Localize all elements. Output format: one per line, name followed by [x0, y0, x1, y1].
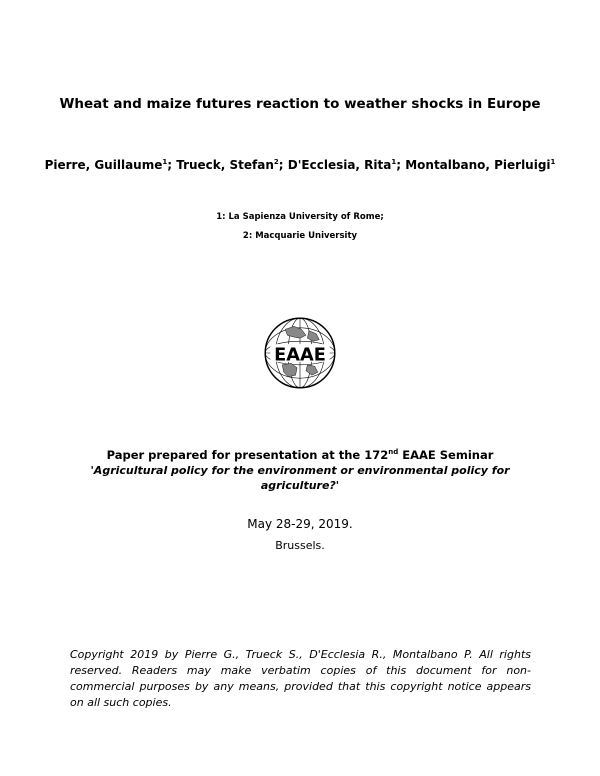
seminar-place: Brussels. [275, 539, 325, 552]
author-affiliation-mark: 1 [162, 158, 168, 166]
affiliation-1: 1: La Sapienza University of Rome; [216, 212, 384, 222]
author-name: Montalbano, Pierluigi [405, 158, 551, 172]
seminar-date: May 28-29, 2019. [247, 517, 353, 531]
eaae-logo [263, 316, 337, 390]
seminar-block [0, 448, 600, 493]
ordinal-suffix: nd [388, 448, 399, 457]
seminar-theme: 'Agricultural policy for the environment or environmental policy for agriculture?' [90, 464, 510, 492]
author-list: Pierre, Guillaume$^1$; Trueck, Stefan$^2$; D'Ecclesia, Rita$^1$; Montalbano, Pierluigi$^1$ [44, 158, 556, 172]
author-name: D'Ecclesia, Rita [287, 158, 392, 172]
seminar-line [0, 448, 600, 463]
author-name: Trueck, Stefan [176, 158, 274, 172]
copyright-notice: Copyright 2019 by Pierre G., Trueck S., D'Ecclesia R., Montalbano P. All rights reserved. Readers may make verbatim copies of this document for non-commercial purposes by any means, provided that this copyright notice appears on all such copies. [70, 648, 531, 709]
paper-title: Wheat and maize futures reaction to weather shocks in Europe [59, 96, 541, 112]
author-affiliation-mark: 2 [273, 158, 279, 166]
affiliation-2: 2: Macquarie University [242, 231, 358, 241]
logo-text: EAAE [274, 345, 326, 366]
seminar-suffix: EAAE Seminar [398, 448, 494, 462]
author-affiliation-mark: 1 [391, 158, 397, 166]
author-name: Pierre, Guillaume [44, 158, 163, 172]
author-affiliation-mark: 1 [550, 158, 556, 166]
seminar-prefix: Paper prepared for presentation at the 172 [106, 448, 389, 462]
